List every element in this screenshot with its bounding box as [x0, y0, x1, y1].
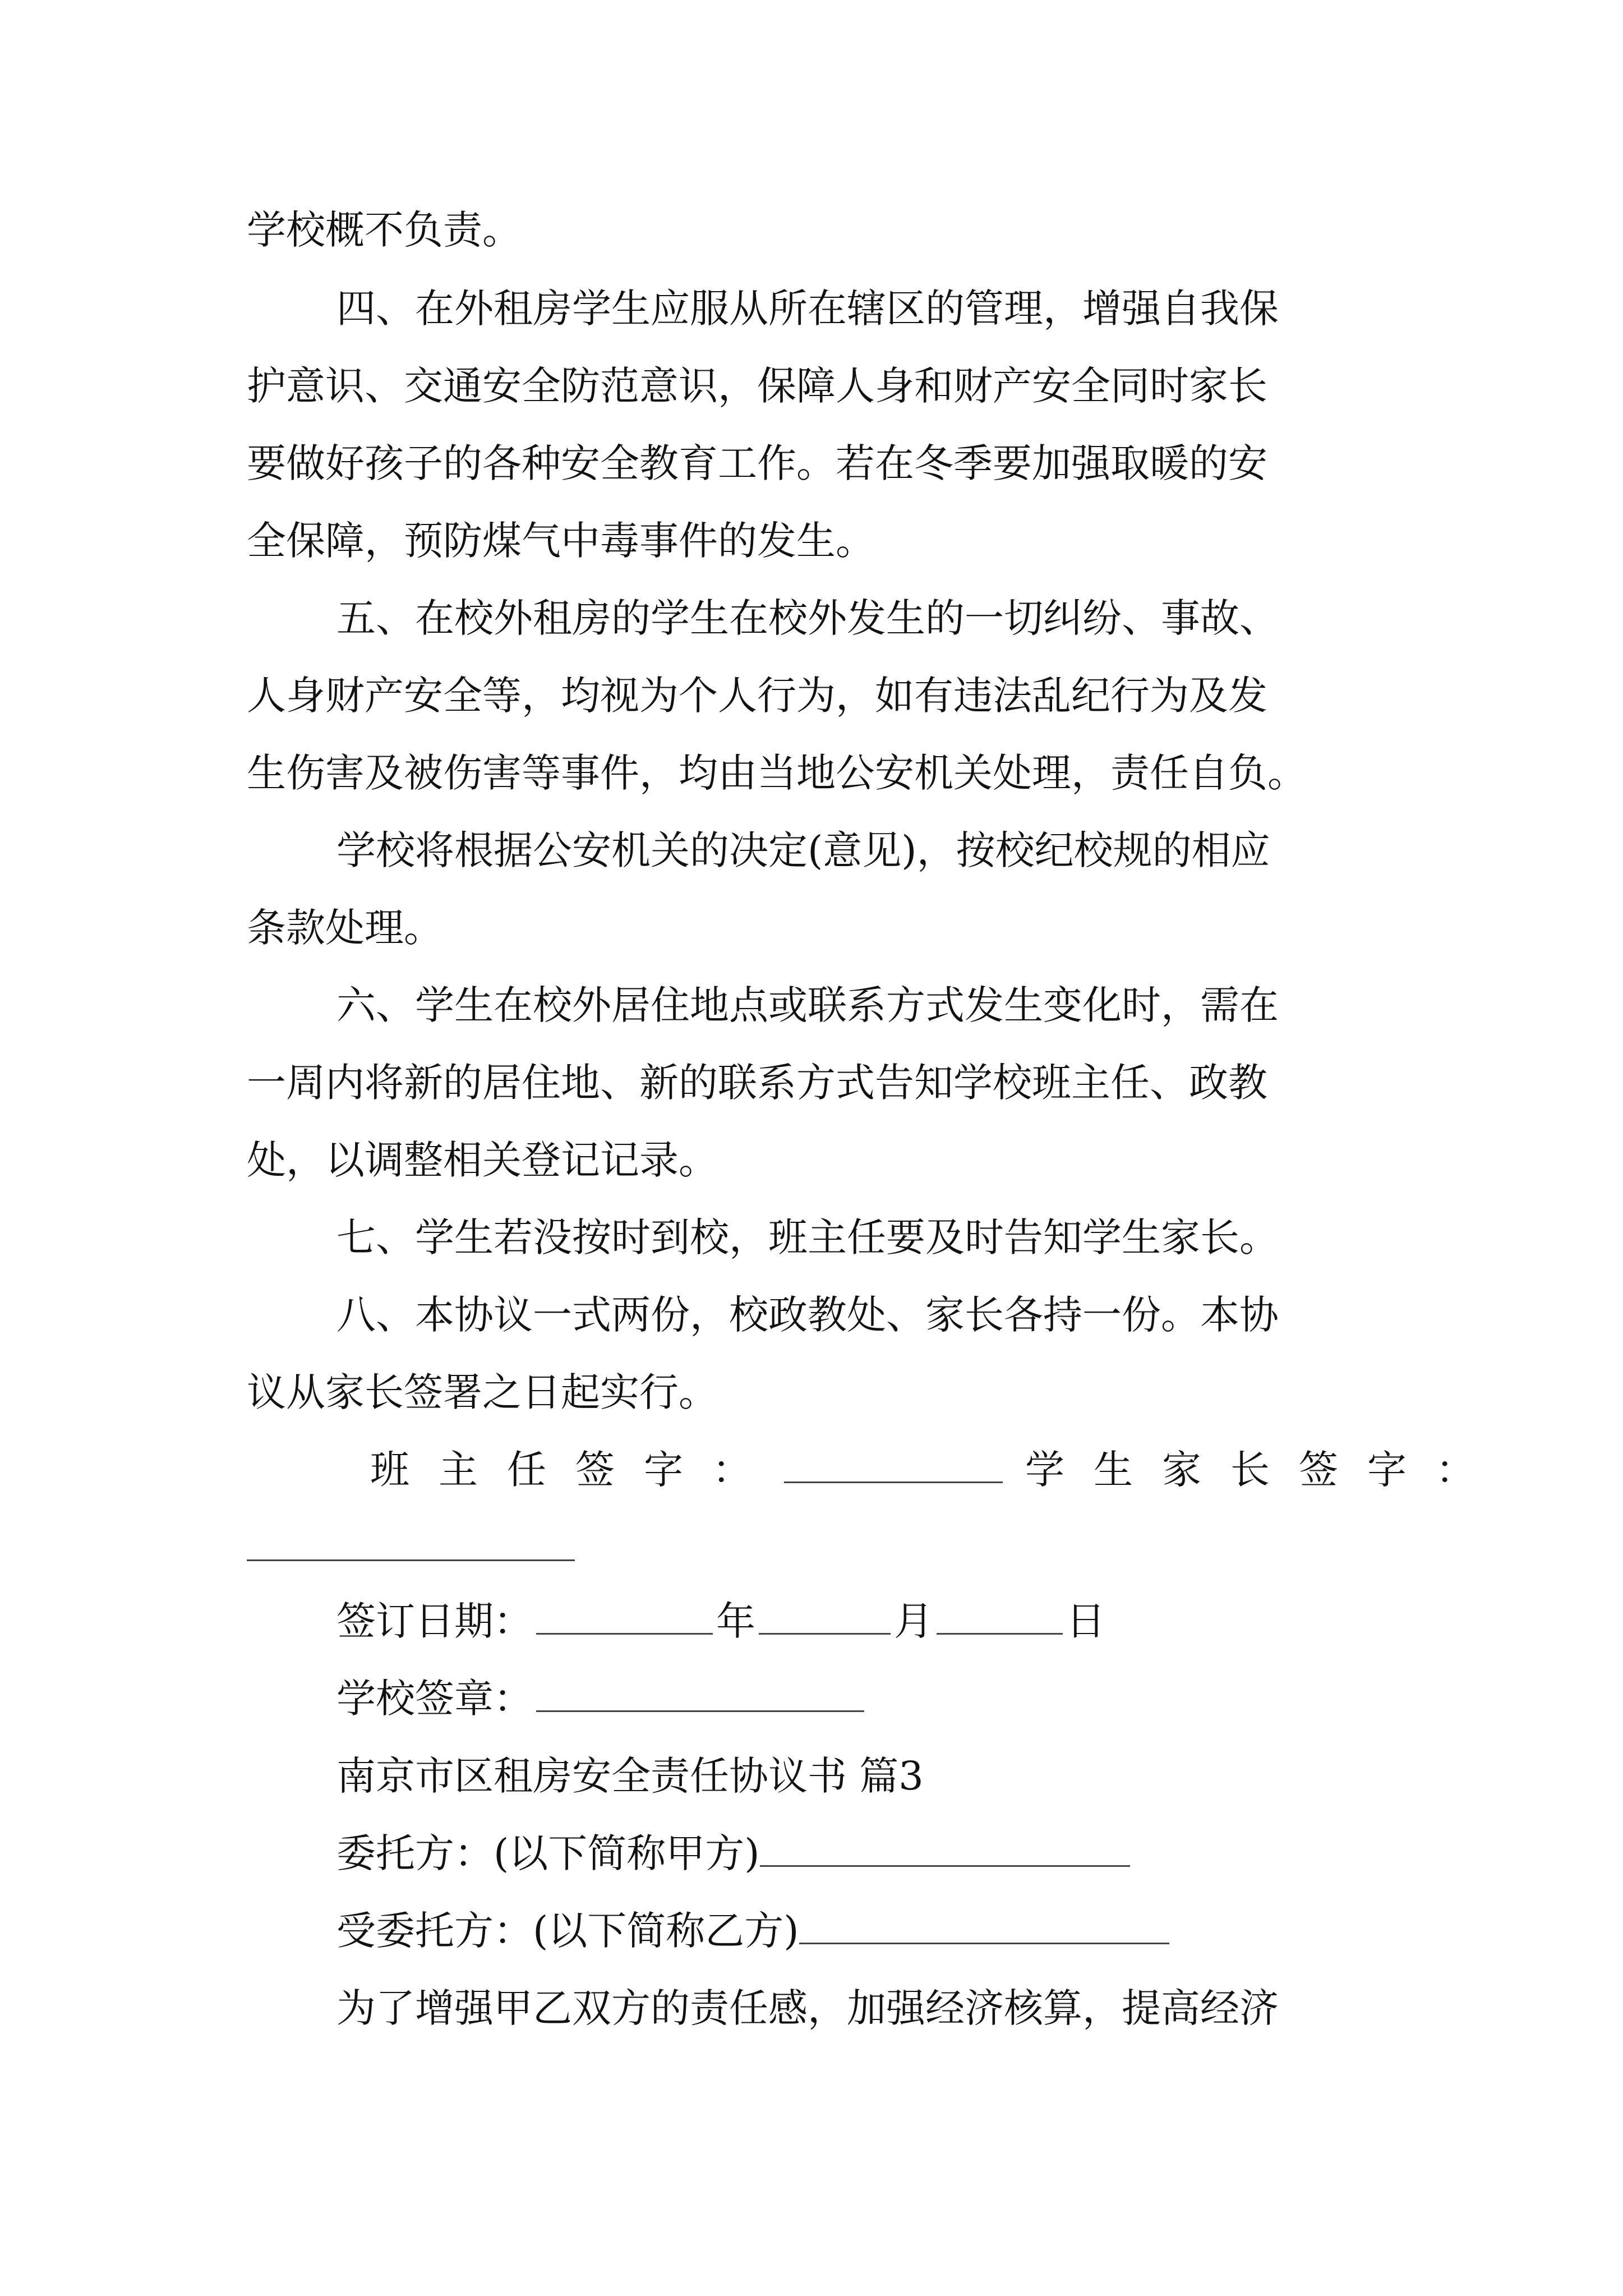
- seal-field[interactable]: [536, 1676, 864, 1712]
- party-a-row: [336, 1825, 1133, 1881]
- month-field[interactable]: [759, 1598, 891, 1635]
- paragraph-line: 八、本协议一式两份，校政教处、家长各持一份。本协: [336, 1292, 1279, 1338]
- signature-row: [370, 1442, 1504, 1498]
- paragraph-line: 五、在校外租房的学生在校外发生的一切纠纷、事故、: [336, 595, 1279, 641]
- date-row: [336, 1593, 1105, 1649]
- year-label: 年: [716, 1598, 755, 1644]
- parent-signature-label: 学生家长签字：: [1025, 1447, 1504, 1493]
- party-b-label: 受委托方：(以下简称乙方): [336, 1908, 799, 1954]
- paragraph-line: 处，以调整相关登记记录。: [247, 1137, 718, 1183]
- month-label: 月: [894, 1598, 933, 1644]
- paragraph-line: 全保障，预防煤气中毒事件的发生。: [247, 518, 875, 564]
- paragraph-line: 一周内将新的居住地、新的联系方式告知学校班主任、政教: [247, 1060, 1267, 1106]
- teacher-signature-label: 班主任签字：: [370, 1447, 781, 1493]
- paragraph-line: 护意识、交通安全防范意识，保障人身和财产安全同时家长: [247, 363, 1267, 409]
- paragraph-line: 四、在外租房学生应服从所在辖区的管理，增强自我保: [336, 286, 1279, 332]
- paragraph-line: 生伤害及被伤害等事件，均由当地公安机关处理，责任自负。: [247, 750, 1307, 796]
- party-b-field[interactable]: [799, 1908, 1169, 1944]
- paragraph-line: 议从家长签署之日起实行。: [247, 1369, 718, 1415]
- parent-signature-field[interactable]: [247, 1559, 575, 1561]
- date-label: 签订日期：: [336, 1598, 533, 1644]
- day-field[interactable]: [937, 1598, 1063, 1635]
- party-a-field[interactable]: [760, 1830, 1130, 1867]
- paragraph-line: 七、学生若没按时到校，班主任要及时告知学生家长。: [336, 1214, 1279, 1260]
- party-b-row: [336, 1903, 1173, 1959]
- paragraph-line: 六、学生在校外居住地点或联系方式发生变化时，需在: [336, 982, 1279, 1028]
- paragraph-line: 学校将根据公安机关的决定(意见)，按校纪校规的相应: [336, 827, 1270, 873]
- day-label: 日: [1066, 1598, 1105, 1644]
- section-title: 南京市区租房安全责任协议书 篇3: [336, 1753, 924, 1799]
- year-field[interactable]: [536, 1598, 713, 1635]
- paragraph-line: 要做好孩子的各种安全教育工作。若在冬季要加强取暖的安: [247, 440, 1267, 486]
- paragraph-line: 条款处理。: [247, 905, 443, 951]
- party-a-label: 委托方：(以下简称甲方): [336, 1830, 760, 1876]
- paragraph-line: 为了增强甲乙双方的责任感，加强经济核算，提高经济: [336, 1985, 1279, 2031]
- teacher-signature-field[interactable]: [784, 1447, 1003, 1483]
- paragraph-line: 学校概不负责。: [247, 207, 522, 253]
- seal-row: [336, 1671, 868, 1727]
- seal-label: 学校签章：: [336, 1676, 533, 1722]
- paragraph-line: 人身财产安全等，均视为个人行为，如有违法乱纪行为及发: [247, 673, 1267, 719]
